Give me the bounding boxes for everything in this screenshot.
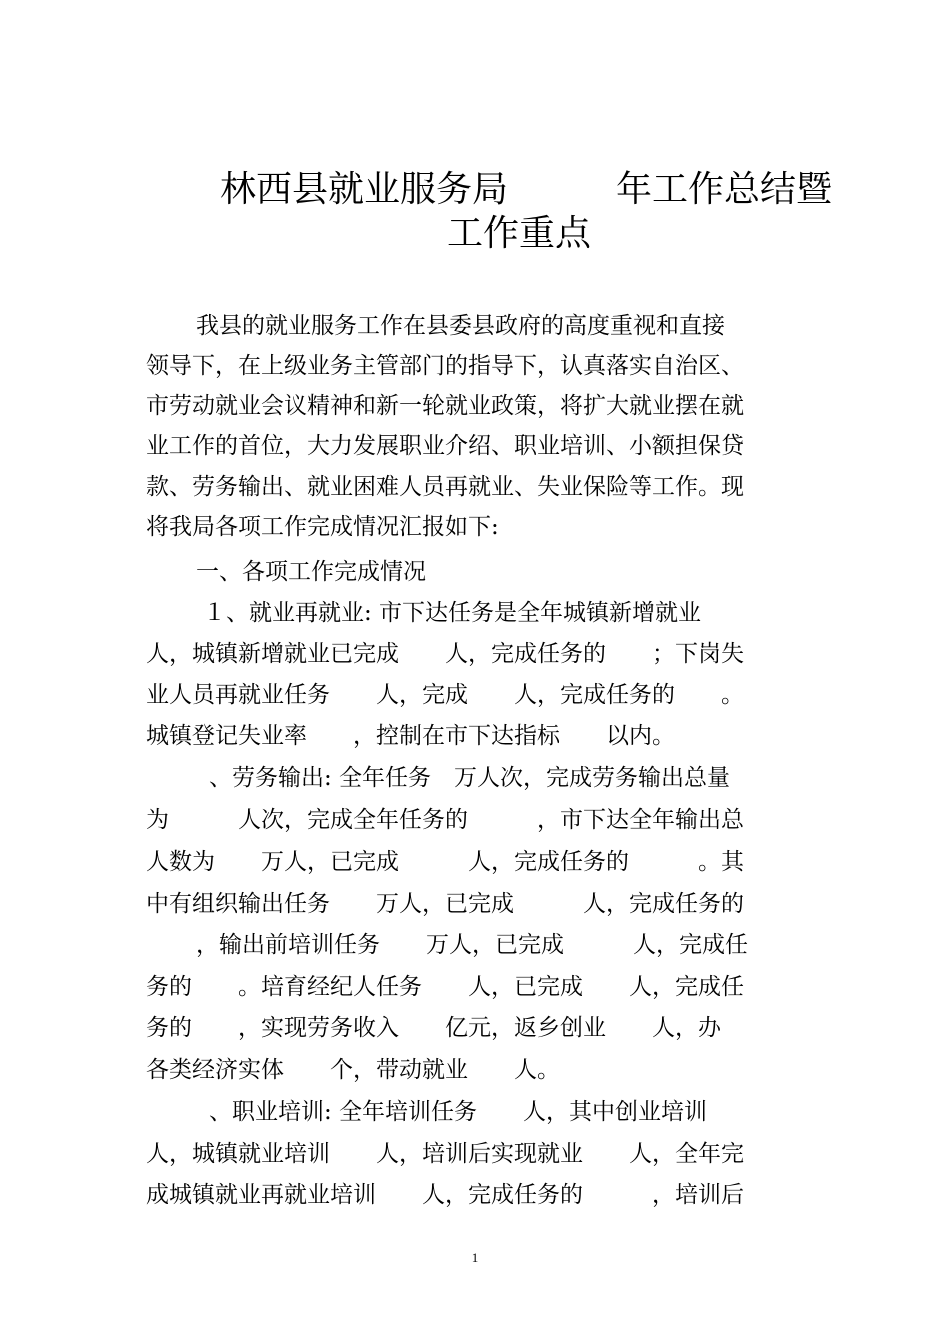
body-line-14: 人数为 万人，已完成 人，完成任务的 。其 <box>146 849 744 875</box>
document-title-line-2: 工作重点 <box>447 213 592 254</box>
body-line-19: 各类经济实体 个，带动就业 人。 <box>146 1057 560 1083</box>
body-line-18: 务的 ，实现劳务收入 亿元，返乡创业 人，办 <box>146 1015 721 1041</box>
body-line-12: 、劳务输出: 全年任务 万人次，完成劳务输出总量 <box>209 765 731 791</box>
body-line-2: 领导下，在上级业务主管部门的指导下，认真落实自治区、 <box>146 353 744 379</box>
body-line-16: ，输出前培训任务 万人，已完成 人，完成任 <box>196 932 748 958</box>
body-line-4: 业工作的首位，大力发展职业介绍、职业培训、小额担保贷 <box>146 433 744 459</box>
body-line-13: 为 人次，完成全年任务的 ，市下达全年输出总 <box>146 807 744 833</box>
document-title-line-1: 林西县就业服务局 年工作总结暨 <box>220 169 833 210</box>
body-line-15: 中有组织输出任务 万人，已完成 人，完成任务的 <box>146 891 744 917</box>
body-line-3: 市劳动就业会议精神和新一轮就业政策，将扩大就业摆在就 <box>146 393 744 419</box>
body-line-5: 款、劳务输出、就业困难人员再就业、失业保险等工作。现 <box>146 474 744 500</box>
page-number: 1 <box>471 1250 479 1265</box>
section-heading-1: 一、各项工作完成情况 <box>196 559 426 585</box>
body-line-10: 业人员再就业任务 人，完成 人，完成任务的 。 <box>146 682 744 708</box>
body-line-11: 城镇登记失业率 ，控制在市下达指标 以内。 <box>146 723 675 749</box>
body-line-20: 、职业培训: 全年培训任务 人，其中创业培训 <box>209 1099 708 1125</box>
body-line-8: １、就业再就业: 市下达任务是全年城镇新增就业 <box>203 600 702 626</box>
body-line-21: 人，城镇就业培训 人，培训后实现就业 人，全年完 <box>146 1141 744 1167</box>
body-line-1: 我县的就业服务工作在县委县政府的高度重视和直接 <box>196 313 725 339</box>
body-line-22: 成城镇就业再就业培训 人，完成任务的 ，培训后 <box>146 1182 744 1208</box>
body-line-9: 人，城镇新增就业已完成 人，完成任务的 ；下岗失 <box>146 641 744 667</box>
body-line-6: 将我局各项工作完成情况汇报如下: <box>146 514 499 540</box>
body-line-17: 务的 。培育经纪人任务 人，已完成 人，完成任 <box>146 974 744 1000</box>
